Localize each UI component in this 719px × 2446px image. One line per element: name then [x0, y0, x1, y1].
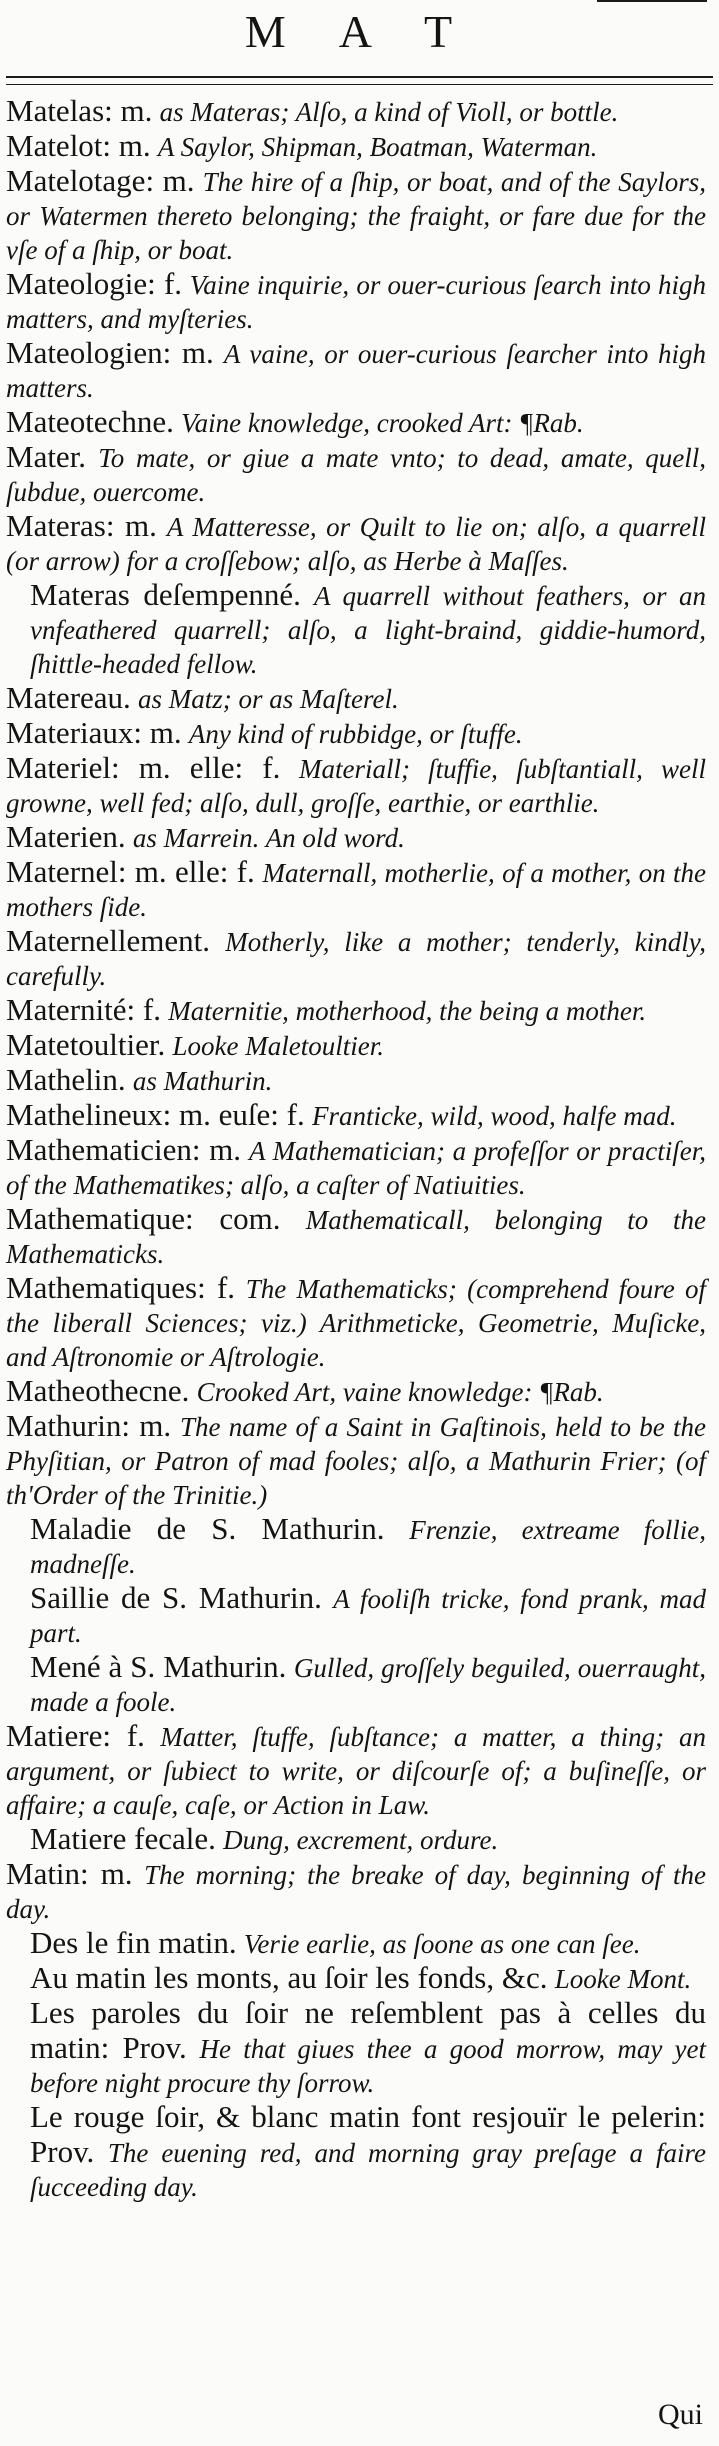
- entry-definition: as Mathurin.: [132, 1066, 273, 1096]
- entry-headword: Mathematicien: m.: [6, 1132, 241, 1167]
- sub-entry: [6, 1961, 706, 1996]
- sub-entry: [6, 1996, 706, 2100]
- entry-headword: Maladie de S. Mathurin.: [30, 1511, 385, 1546]
- entry-headword: Matereau.: [6, 680, 131, 715]
- entry-headword: Materiaux: m.: [6, 715, 182, 750]
- entry-definition: Gulled, groſſely beguiled, ouerraught, made a foole.: [30, 1653, 706, 1717]
- entry-headword: Mater.: [6, 439, 87, 474]
- entry-headword: Mateotechne.: [6, 404, 174, 439]
- entry-definition: Looke Maletoultier.: [172, 1031, 384, 1061]
- entry-headword: Mathematique: com.: [6, 1201, 281, 1236]
- entry-headword: Matelas: m.: [6, 93, 153, 128]
- entry-headword: Mathelineux: m. euſe: f.: [6, 1097, 305, 1132]
- entry-headword: Materas deſempenné.: [30, 577, 301, 612]
- entry-headword: Materien.: [6, 819, 126, 854]
- sub-entry: [6, 1650, 706, 1719]
- dictionary-entry: [6, 1063, 706, 1098]
- entry-headword: Matiere fecale.: [30, 1821, 216, 1856]
- dictionary-entry: [6, 440, 706, 509]
- entry-headword: Matiere: f.: [6, 1718, 145, 1753]
- dictionary-entry: [6, 751, 706, 820]
- dictionary-entry: [6, 267, 706, 336]
- entry-list: [6, 94, 706, 2204]
- entry-headword: Maternel: m. elle: f.: [6, 854, 255, 889]
- entry-definition: To mate, or giue a mate vnto; to dead, amate, quell, ſubdue, ouercome.: [6, 443, 706, 507]
- entry-definition: as Matz; or as Maſterel.: [138, 684, 399, 714]
- entry-definition: A Matteresse, or Quilt to lie on; alſo, a quarrell (or arrow) for a croſſebow; alſo, as Herbe à Maſſes.: [6, 512, 707, 576]
- page-header: M A T: [244, 6, 475, 57]
- entry-headword: Saillie de S. Mathurin.: [30, 1580, 322, 1615]
- dictionary-entry: [6, 164, 706, 267]
- sub-entry: [6, 1822, 706, 1857]
- dictionary-entry: [6, 1374, 706, 1409]
- entry-definition: Matter, ſtuffe, ſubſtance; a matter, a thing; an argument, or ſubiect to write, or diſcourſe of; a buſineſſe, or affaire; a cauſe, caſe, or Action in Law.: [6, 1722, 706, 1820]
- entry-definition: A vaine, or ouer-curious ſearcher into high matters.: [6, 339, 707, 403]
- entry-definition: The name of a Saint in Gaſtinois, held to be the Phyſitian, or Patron of mad fooles; alſo, a Mathurin Frier; (of th'Order of the Trinitie.): [6, 1412, 706, 1510]
- entry-headword: Mateologie: f.: [6, 266, 183, 301]
- entry-definition: Looke Mont.: [554, 1964, 692, 1994]
- entry-headword: Le rouge ſoir, & blanc matin font resjouïr le pelerin: Prov.: [30, 2099, 706, 2169]
- entry-headword: Mateologien: m.: [6, 335, 214, 370]
- entry-headword: Mathematiques: f.: [6, 1270, 236, 1305]
- entry-headword: Maternellement.: [6, 923, 210, 958]
- dictionary-entry: [6, 129, 706, 164]
- dictionary-entry: [6, 993, 706, 1028]
- entry-definition: Maternall, motherlie, of a mother, on the mothers ſide.: [6, 858, 707, 922]
- dictionary-entry: [6, 509, 706, 578]
- entry-headword: Matelotage: m.: [6, 163, 195, 198]
- entry-definition: The Mathematicks; (comprehend foure of the liberall Sciences; viz.) Arithmeticke, Geometrie, Muſicke, and Aſtronomie or Aſtrologie.: [6, 1274, 706, 1372]
- sub-entry: [6, 2100, 706, 2204]
- entry-definition: Crooked Art, vaine knowledge: ¶Rab.: [196, 1377, 604, 1407]
- entry-definition: Frenzie, extreame follie, madneſſe.: [30, 1515, 707, 1579]
- dictionary-entry: [6, 855, 706, 924]
- dictionary-entry: [6, 1409, 706, 1512]
- dictionary-entry: [6, 336, 706, 405]
- dictionary-entry: [6, 1202, 706, 1271]
- entry-definition: Materiall; ſtuffie, ſubſtantiall, well growne, well fed; alſo, dull, groſſe, earthie, or earthlie.: [6, 754, 706, 818]
- entry-headword: Mathelin.: [6, 1062, 126, 1097]
- entry-definition: as Marrein. An old word.: [132, 823, 405, 853]
- header-rule: [6, 76, 713, 78]
- entry-definition: The euening red, and morning gray preſage a faire ſucceeding day.: [30, 2138, 706, 2202]
- entry-headword: Les paroles du ſoir ne reſemblent pas à celles du matin: Prov.: [30, 1995, 706, 2065]
- entry-definition: The morning; the breake of day, beginning of the day.: [6, 1860, 706, 1924]
- dictionary-entry: [6, 924, 706, 993]
- entry-definition: Dung, excrement, ordure.: [223, 1825, 499, 1855]
- entry-definition: Maternitie, motherhood, the being a mother.: [168, 996, 647, 1026]
- sub-entry: [6, 1926, 706, 1961]
- catchword: Qui: [658, 2398, 703, 2431]
- header-rule-thin: [6, 84, 713, 85]
- entry-headword: Materiel: m. elle: f.: [6, 750, 281, 785]
- dictionary-entry: [6, 405, 706, 440]
- entry-headword: Mené à S. Mathurin.: [30, 1649, 287, 1684]
- entry-definition: Vaine inquirie, or ouer-curious ſearch into high matters, and myſteries.: [6, 270, 706, 334]
- entry-headword: Materas: m.: [6, 508, 157, 543]
- entry-definition: The hire of a ſhip, or boat, and of the Saylors, or Watermen thereto belonging; the fraight, or fare due for the vſe of a ſhip, or boat.: [6, 167, 707, 265]
- entry-definition: Any kind of rubbidge, or ſtuffe.: [188, 719, 523, 749]
- entry-headword: Matetoultier.: [6, 1027, 166, 1062]
- entry-headword: Maternité: f.: [6, 992, 161, 1027]
- entry-definition: Mathematicall, belonging to the Mathematicks.: [6, 1205, 706, 1269]
- dictionary-entry: [6, 1271, 706, 1374]
- entry-definition: He that giues thee a good morrow, may yet before night procure thy ſorrow.: [30, 2034, 706, 2098]
- entry-definition: A fooliſh tricke, fond prank, mad part.: [30, 1584, 707, 1648]
- entry-definition: as Materas; Alſo, a kind of Violl, or bottle.: [159, 97, 619, 127]
- dictionary-entry: [6, 1719, 706, 1822]
- dictionary-entry: [6, 820, 706, 855]
- dictionary-entry: [6, 716, 706, 751]
- dictionary-entry: [6, 1028, 706, 1063]
- entry-headword: Mathurin: m.: [6, 1408, 172, 1443]
- dictionary-entry: [6, 1133, 706, 1202]
- sub-entry: [6, 1512, 706, 1581]
- sub-entry: [6, 578, 706, 681]
- entry-definition: Motherly, like a mother; tenderly, kindly, carefully.: [6, 927, 707, 991]
- entry-definition: Vaine knowledge, crooked Art: ¶Rab.: [181, 408, 584, 438]
- entry-headword: Matheothecne.: [6, 1373, 190, 1408]
- entry-headword: Matin: m.: [6, 1856, 133, 1891]
- entry-headword: Matelot: m.: [6, 128, 151, 163]
- dictionary-entry: [6, 94, 706, 129]
- dictionary-entry: [6, 1098, 706, 1133]
- entry-headword: Au matin les monts, au ſoir les fonds, &c.: [30, 1960, 548, 1995]
- entry-definition: Franticke, wild, wood, halfe mad.: [311, 1101, 677, 1131]
- entry-headword: Des le fin matin.: [30, 1925, 237, 1960]
- entry-definition: A quarrell without feathers, or an vnfeathered quarrell; alſo, a light-braind, giddie-humord, ſhittle-headed fellow.: [30, 581, 707, 679]
- dictionary-entry: [6, 1857, 706, 1926]
- sub-entry: [6, 1581, 706, 1650]
- entry-definition: A Mathematician; a profeſſor or practiſer, of the Mathematikes; alſo, a caſter of Natiuities.: [6, 1136, 707, 1200]
- entry-definition: A Saylor, Shipman, Boatman, Waterman.: [157, 132, 598, 162]
- entry-definition: Verie earlie, as ſoone as one can ſee.: [243, 1929, 641, 1959]
- dictionary-entry: [6, 681, 706, 716]
